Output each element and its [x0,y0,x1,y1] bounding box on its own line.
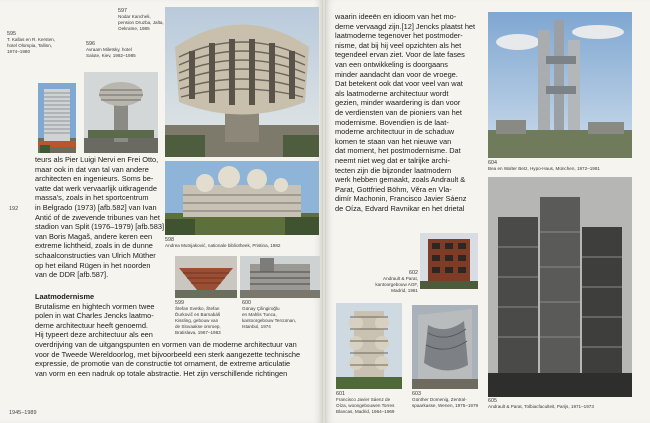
photo-596-hotel-salute [84,72,158,153]
book-gutter [322,0,326,423]
photo-595-hotel-olumpia [38,83,76,153]
caption-596: 596 Avraam Miletsky, hotel Salute, Kiev, 1982–1985 [86,41,136,58]
photo-598-nationale-bibliotheek [165,161,319,235]
photo-604-hypo-haus [488,12,632,158]
caption-605: 605 Andrault & Parat, Tolbiacfaculteit, Parijs, 1971–1973 [488,398,594,409]
caption-603: 603 Günther Domenig, Zentral- spaarkasse, Wenen, 1975–1979 [412,391,479,408]
page-number-192: 192 [9,206,19,212]
left-body-paragraph-1: teurs als Pier Luigi Nervi en Frei Otto, maar ook in dat van tal van andere architecten en ingenieurs. Soms be- vatte dat werk vervaarlijk uitkragende massa's, zoals in het sportcentrum in Belgrado (1973) [afb.582] van Ivan Antić of de zwevende tribunes van het stadion van Split (1976–1979) [afb.583] van Boris Magaš, andere keren een extreme lichtheid, zoals in de dunne schaalconstructies van Ulrich Müther op het eiland Rügen in het noorden van de DDR [afb.587]. [35,155,165,280]
section-heading-laatmodernisme: Laatmodernisme [35,292,95,301]
left-body-paragraph-2: Laatmodernisme Brutalisme en hightech vormen twee polen in wat Charles Jencks laatmo- derne architectuur heeft genoemd. Hij typeert deze architectuur als een overdrijving van de uitgangspunten en vormen van de moderne architectuur van voor de Tweede Wereldoorlog, met bijvoorbeeld een sterk aangezette technische expressie, de promotie van de constructie tot ornament, de extreme articulatie van vorm en een nadruk op totale abstractie. Het zijn verschillende richtingen [35,292,305,378]
photo-597-pension-druzba [165,7,319,157]
photo-601-torres-blancas [336,303,402,389]
caption-597: 597 Nodar Kancheli, pension Druzba, Jalta, Oekraïne, 1985 [118,8,164,31]
photo-605-tolbiacfaculteit [488,177,632,397]
photo-602-agf-madrid [420,233,478,289]
footer-period: 1945–1989 [9,410,37,416]
right-body-text: waarin ideeën en idioom van het mo- derne vervaagd zijn.[12] Jencks plaatst het laatmoderne tegenover het postmoder- nisme, dat bij hij veel opzichten als het tegendeel ervan ziet. Voor de late fases van een ontwikkeling is doorgaans minder aandacht dan voor de vroege. Dat betekent ook dat voor veel van wat als laatmoderne architectuur wordt gezien, minder waardering is dan voor de verdiensten van de pioniers van het modernisme. Bovendien is de laat- moderne architectuur in de schaduw komen te staan van het nieuwe van dat moment, het postmodernisme. Dat neemt niet weg dat er talrijke archi- tecten zijn die bijzonder laatmodern werk hebben gemaakt, zoals Andrault & Parat, Gottfried Böhm, Věra en Vla- dimír Machonin, Francisco Javier Sáenz de Oíza, Edvard Ravnikar en het drietal [335,12,476,213]
caption-600: 600 Günay Çilingiroğlu en Mahlis Tunca, kantoorgebouw Tercüman, Istanbul, 1974 [242,300,297,329]
caption-604: 604 Bea en Walter Betz, Hypo-Haus, München, 1972–1981 [488,160,600,171]
photo-603-zentralsparkasse [412,305,478,389]
caption-602: 602 Andrault & Parat, kantoorgebouw AGF, Madrid, 1981 [375,270,418,293]
caption-595: 595 T. Kallas en R. Kersten, hotel Olümpia, Tallinn, 1974–1980 [7,31,56,54]
caption-599: 599 Štefan Svetko, Štefan Ďurkovič en Barnabáš Kissling, gebouw van de Slovaakse omroep, Bratislava, 1967–1983 [175,300,221,335]
caption-601: 601 Francisco Javier Sáenz de Oíza, woongebouwen Torres Blancas, Madrid, 1964–1969 [336,391,395,414]
caption-598: 598 Andrea Mutnjaković, nationale bibliotheek, Pristina, 1982 [165,237,281,248]
